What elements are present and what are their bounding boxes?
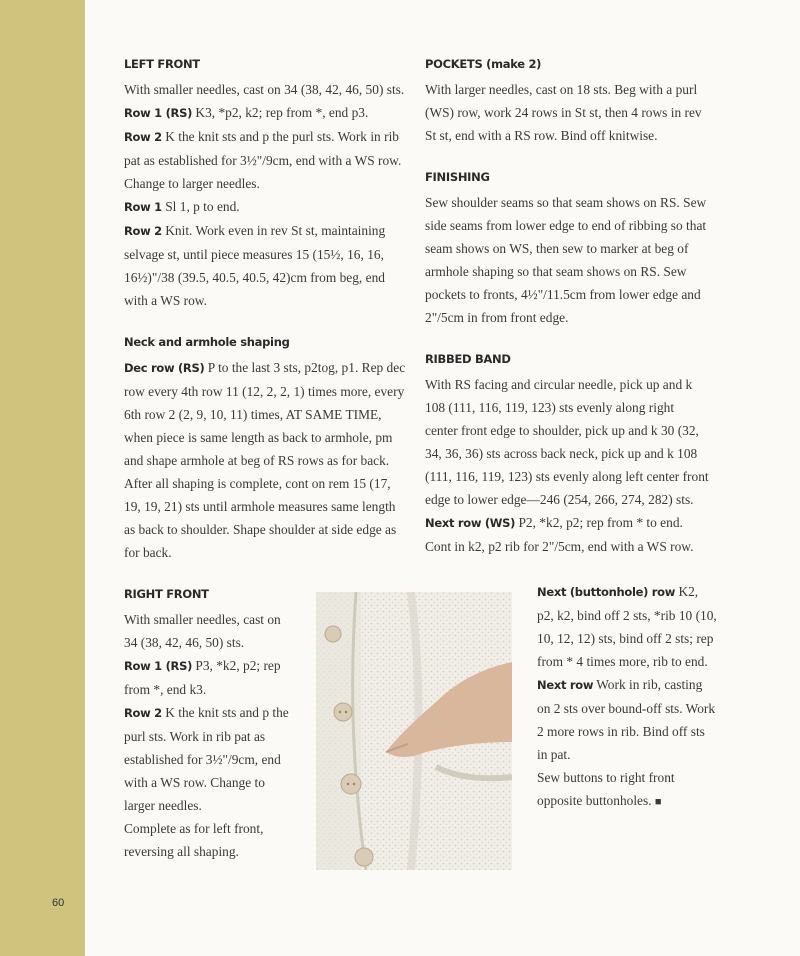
pockets-heading: POCKETS (make 2) [425, 57, 542, 71]
row-text: P3, *k2, p2; rep from *, end k3. [124, 658, 281, 697]
right-front-complete: Complete as for left front, reversing all shaping. [124, 821, 264, 859]
end-mark: ■ [654, 796, 662, 808]
finishing-heading: FINISHING [425, 170, 490, 184]
finishing-section [425, 169, 710, 329]
left-front-cast-on: With smaller needles, cast on 34 (38, 42, 46, 50) sts. [124, 82, 405, 97]
right-front-section [124, 586, 289, 863]
sew-buttons-text: Sew buttons to right front opposite buttonholes. [537, 770, 675, 808]
sweater-photo [316, 592, 512, 870]
sew-buttons [537, 766, 717, 814]
finishing-text: Sew shoulder seams so that seam shows on RS. Sew side seams from lower edge to end of ribbing so that seam shows on WS, then sew to marker at beg of armhole shaping so that seam shows on RS. Sew pockets to fronts, 4½"/11.5cm from lower edge and 2"/5cm in from front edge. [425, 195, 707, 325]
dec-row [124, 356, 409, 564]
left-front-section [124, 56, 409, 312]
row-label: Row 2 [124, 130, 162, 144]
row-label: Row 1 (RS) [124, 659, 193, 673]
row-label: Next (buttonhole) row [537, 585, 676, 599]
row-text: K the knit sts and p the purl sts. Work in rib pat as established for 3½"/9cm, end with a WS row. Change to larger needles. [124, 705, 289, 813]
left-front-row2b [124, 219, 409, 312]
row-label: Next row (WS) [425, 516, 516, 530]
row-label: Row 2 [124, 224, 162, 238]
row-text: K3, *p2, k2; rep from *, end p3. [192, 105, 369, 120]
row-text: Knit. Work even in rev St st, maintaining selvage st, until piece measures 15 (15½, 16, 16, 16½)"/38 (39.5, 40.5, 40.5, 42)cm from beg, end with a WS row. [124, 223, 386, 308]
side-color-strip [0, 0, 85, 956]
ribbed-band-heading: RIBBED BAND [425, 352, 511, 366]
pockets-section [425, 56, 710, 147]
left-front-change-needles: Change to larger needles. [124, 176, 260, 191]
neck-armhole-heading: Neck and armhole shaping [124, 335, 290, 349]
right-column [425, 56, 710, 558]
ribbed-band-section [425, 351, 710, 558]
ribbed-band-pickup: With RS facing and circular needle, pick up and k 108 (111, 116, 119, 123) sts evenly along right center front edge to shoulder, pick up and k 30 (32, 34, 36, 36) sts across back neck, pick up and k 108 (111, 116, 119, 123) sts evenly along left center front edge to lower edge—246 (254, 266, 274, 282) sts. [425, 377, 709, 507]
right-front-row1 [124, 654, 289, 701]
row-text: Work in rib, casting on 2 sts over bound-off sts. Work 2 more rows in rib. Bind off sts in pat. [537, 677, 716, 762]
sweater-photo-illustration [316, 592, 512, 870]
row-label: Row 1 (RS) [124, 106, 193, 120]
right-front-cast-on: With smaller needles, cast on 34 (38, 42, 46, 50) sts. [124, 612, 281, 650]
neck-armhole-section [124, 334, 409, 564]
row-text: Sl 1, p to end. [161, 199, 240, 214]
ribbed-band-continuation [537, 580, 717, 814]
row-text: K2, p2, k2, bind off 2 sts, *rib 10 (10, 10, 12, 12) sts, bind off 2 sts; rep from * 4 times more, rib to end. [537, 584, 717, 669]
right-front-row2 [124, 701, 289, 817]
row-label: Next row [537, 678, 594, 692]
buttonhole-row [537, 580, 717, 673]
ribbed-band-next-ws [425, 511, 710, 558]
row-text: P2, *k2, p2; rep from * to end. Cont in k2, p2 rib for 2"/5cm, end with a WS row. [425, 515, 694, 554]
page-number: 60 [52, 897, 65, 909]
row-label: Row 1 [124, 200, 162, 214]
row-text: P to the last 3 sts, p2tog, p1. Rep dec row every 4th row 11 (12, 2, 2, 1) times more, every 6th row 2 (2, 9, 10, 11) times, AT SAME TIME, when piece is same length as back to armhole, pm and shape armhole at beg of RS rows as for back. After all shaping is complete, cont on rem 15 (17, 19, 19, 21) sts until armhole measures same length as back to shoulder. Shape shoulder at side edge as for back. [124, 360, 406, 560]
pockets-text: With larger needles, cast on 18 sts. Beg with a purl (WS) row, work 24 rows in St st, then 4 rows in rev St st, end with a RS row. Bind off knitwise. [425, 82, 702, 143]
left-front-row1 [124, 101, 409, 125]
row-label: Dec row (RS) [124, 361, 205, 375]
left-front-row2 [124, 125, 409, 172]
row-label: Row 2 [124, 706, 162, 720]
left-front-row1b [124, 195, 409, 219]
row-text: K the knit sts and p the purl sts. Work in rib pat as established for 3½"/9cm, end with a WS row. [124, 129, 402, 168]
left-front-heading: LEFT FRONT [124, 57, 200, 71]
right-front-heading: RIGHT FRONT [124, 587, 209, 601]
next-row [537, 673, 717, 766]
